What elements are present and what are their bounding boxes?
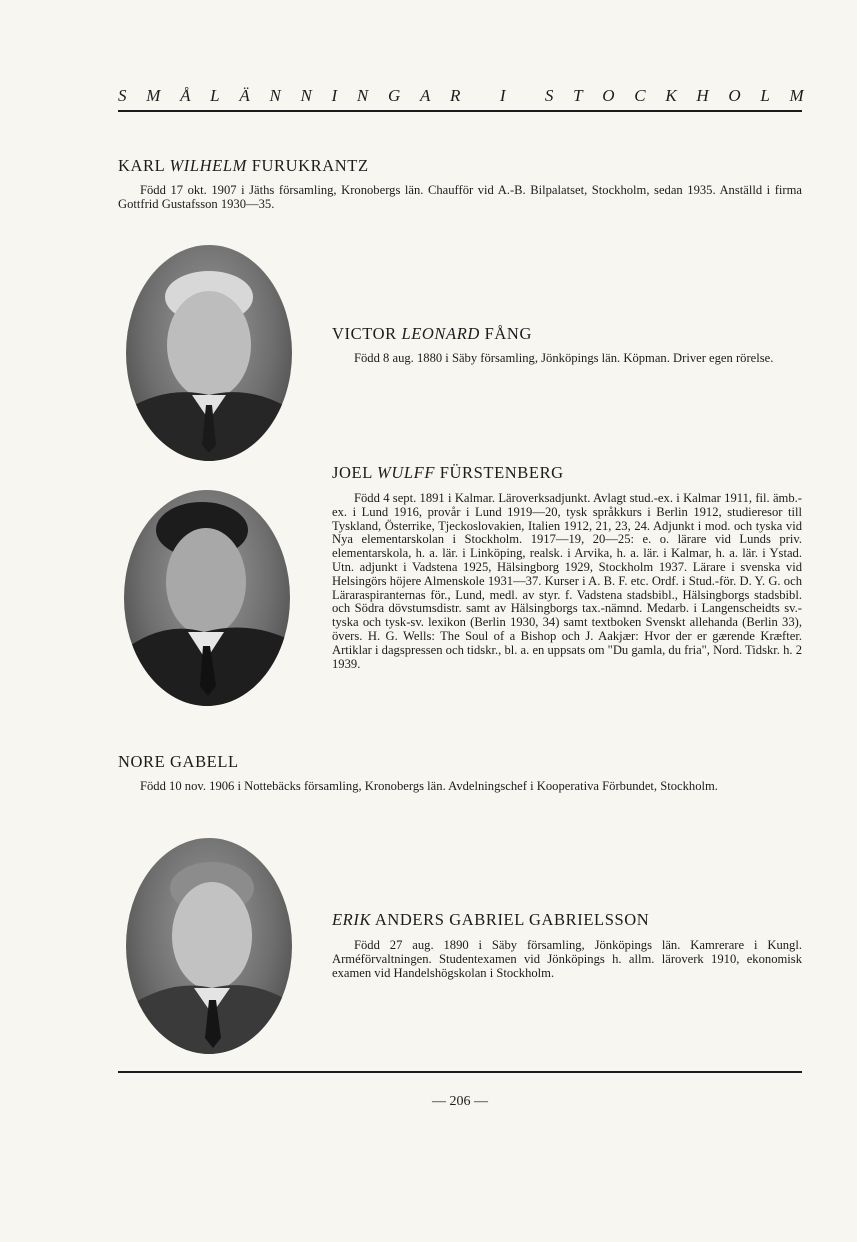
entry-name-furukrantz xyxy=(118,156,369,176)
running-head xyxy=(118,86,804,106)
running-head-letter: L xyxy=(210,86,220,105)
running-head-letter: N xyxy=(269,86,281,105)
running-head-letter: O xyxy=(728,86,741,105)
running-head-letter: I xyxy=(331,86,338,105)
running-head-letter: N xyxy=(300,86,312,105)
running-head-letter: O xyxy=(602,86,615,105)
running-head-letter: C xyxy=(634,86,646,105)
running-head-letter: S xyxy=(118,86,127,105)
name-italic: ERIK xyxy=(332,910,372,929)
name-italic: LEONARD xyxy=(401,324,480,343)
entry-name-fang xyxy=(332,324,532,344)
running-head-letter: I xyxy=(499,86,506,105)
running-head-letter: H xyxy=(696,86,709,105)
name-plain: ANDERS GABRIEL GABRIELSSON xyxy=(371,910,650,929)
running-head-letter: S xyxy=(544,86,554,105)
entry-name-gabell xyxy=(118,752,239,772)
name-plain: NORE GABELL xyxy=(118,752,239,771)
page-number: — 206 — xyxy=(432,1094,488,1109)
entry-bio-gabrielsson: Född 27 aug. 1890 i Säby församling, Jönköpings län. Kamrerare i Kungl. Arméförvaltningen. Studentexamen vid Jönköpings h. allm. läroverk 1910, ekonomisk examen vid Handelshögskolan i Stockholm. xyxy=(332,938,802,980)
name-italic: WILHELM xyxy=(169,156,247,175)
running-head-letter: T xyxy=(573,86,583,105)
running-head-letter: L xyxy=(760,86,770,105)
entry-name-gabrielsson xyxy=(332,910,649,930)
running-head-letter: A xyxy=(419,86,431,105)
running-head-letter: R xyxy=(450,86,461,105)
name-plain: KARL xyxy=(118,156,170,175)
running-head-letter: G xyxy=(387,86,401,105)
portrait-photo-gabrielsson xyxy=(126,838,292,1054)
running-head-letter: M xyxy=(146,86,161,105)
portrait-gabrielsson-image xyxy=(126,838,292,1054)
portrait-photo-furstenberg xyxy=(124,490,290,706)
name-plain: FÜRSTENBERG xyxy=(435,463,564,482)
footer-rule xyxy=(118,1071,802,1073)
portrait-photo-fang xyxy=(126,245,292,461)
portrait-furstenberg-image xyxy=(124,490,290,706)
running-head-letter: Å xyxy=(180,86,191,105)
name-plain: VICTOR xyxy=(332,324,402,343)
portrait-fang-image xyxy=(126,245,292,461)
header-rule xyxy=(118,110,802,112)
name-plain: FÅNG xyxy=(479,324,532,343)
entry-bio-gabell: Född 10 nov. 1906 i Nottebäcks församling, Kronobergs län. Avdelningschef i Kooperativa Förbundet, Stockholm. xyxy=(140,779,718,793)
name-plain: FURUKRANTZ xyxy=(246,156,369,175)
name-plain: JOEL xyxy=(332,463,378,482)
running-head-letter: Ä xyxy=(239,86,250,105)
entry-bio-fang: Född 8 aug. 1880 i Säby församling, Jönköpings län. Köpman. Driver egen rörelse. xyxy=(354,351,774,365)
name-italic: WULFF xyxy=(377,463,436,482)
entry-name-furstenberg xyxy=(332,463,564,483)
entry-bio-furstenberg: Född 4 sept. 1891 i Kalmar. Läroverksadjunkt. Avlagt stud.-ex. i Kalmar 1911, fil. ämb.-ex. i Lund 1916, provår i Lund 1919—20, tysk språkkurs i Berlin 1912, studieresor till Tyskland, Österrike, Tjeckoslovakien, Italien 1912, 21, 23, 24. Adjunkt i mod. och tyska vid Nya elementarskolan i Stockholm. 1917—19, 20—25: e. o. lärare vid Lunds priv. elementarskola, h. a. lär. i Linköping, realsk. i Arvika, h. a. lär. i Kalmar, h. a. lär. i Ystad. Utn. adjunkt i Vadstena 1925, Hälsingborg 1929, Stockholm 1937. Lärare i svenska vid Helsingörs höjere Almenskole 1931—37. Kurser i A. B. F. etc. Ordf. i Stud.-för. D. Y. G. och Läraraspiranternas för., Lund, medl. av styr. f. Vadstena stadsbibl., Hälsingborgs stadsbibl. och Södra dövstumsdistr. samt av Hälsingborgs tax.-nämnd. Medarb. i Langenscheidts sv.-tyska och tysk-sv. lexikon (Berlin 1930, 34) samt textboken Svenskt allehanda (Berlin 33), övers. H. G. Wells: The Soul of a Bishop och J. Aakjær: Hvor der er gærende Kræfter. Artiklar i dagspressen och tidskr., bl. a. en uppsats om "Du gamla, du fria", Nord. Tidskr. h. 2 1939. xyxy=(332,491,802,671)
running-head-letter: M xyxy=(789,86,804,105)
running-head-letter: N xyxy=(356,86,369,105)
running-head-letter: K xyxy=(665,86,677,105)
entry-bio-furukrantz: Född 17 okt. 1907 i Jäths församling, Kronobergs län. Chaufför vid A.-B. Bilpalatset, Stockholm, sedan 1935. Anställd i firma Gottfrid Gustafsson 1930—35. xyxy=(118,183,802,211)
